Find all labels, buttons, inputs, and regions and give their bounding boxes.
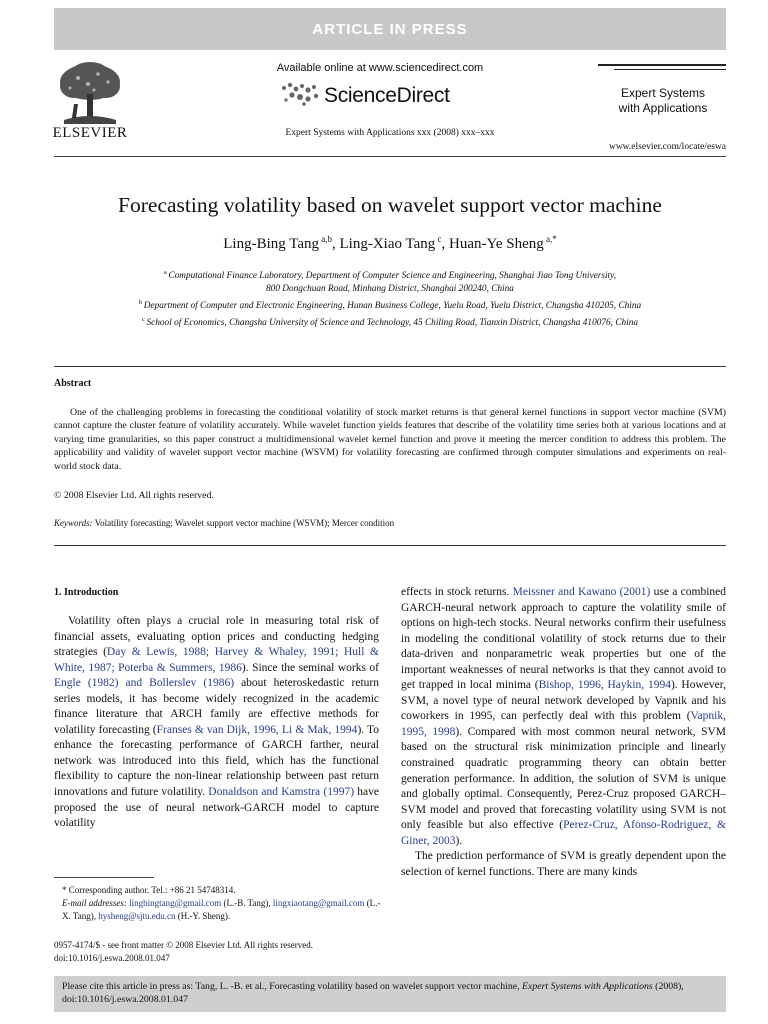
footnote-rule — [54, 877, 154, 878]
email-label: E-mail addresses: — [62, 898, 127, 908]
affiliation-line — [54, 313, 726, 330]
body-text: ). To enhance the forecasting performance of GARCH farther, neural network was introduced into this field, which has the functional flexibility to capture the non-linear relationship between past return innovations and future volatility. — [54, 723, 380, 799]
right-column — [401, 585, 726, 880]
sciencedirect-dots-icon — [278, 80, 322, 108]
citation-link[interactable]: Engle (1982) and Bollerslev (1986) — [54, 677, 235, 690]
body-text: effects in stock returns. — [401, 586, 513, 598]
journal-title-line: with Applications — [618, 101, 708, 115]
left-column — [54, 614, 379, 832]
body-text: ). — [455, 834, 463, 847]
doi-line: doi:10.1016/j.eswa.2008.01.047 — [54, 953, 170, 963]
citation-link[interactable]: Perez-Cruz, Afonso-Rodriguez, & Giner, 2003 — [401, 819, 726, 847]
email-link[interactable]: lingxiaotang@gmail.com — [272, 898, 365, 908]
keywords-text: Volatility forecasting; Wavelet support vector machine (WSVM); Mercer condition — [94, 518, 395, 528]
keywords — [54, 518, 394, 528]
body-text: (L.-B. Tang), — [221, 898, 273, 908]
affiliation-line — [54, 266, 726, 283]
body-text: (H.-Y. Sheng). — [175, 911, 231, 921]
author-name: Ling-Bing Tang — [223, 236, 319, 252]
affiliation-marker: b — [138, 299, 144, 307]
issn-line: 0957-4174/$ - see front matter © 2008 Elsevier Ltd. All rights reserved. — [54, 940, 314, 950]
abstract-bottom-divider — [54, 545, 726, 546]
author-affiliation-marker: c — [435, 234, 442, 244]
abstract-body — [54, 406, 726, 473]
cite-post: (2008), doi:10.1016/j.eswa.2008.01.047 — [62, 981, 684, 1006]
abstract-heading: Abstract — [54, 378, 92, 389]
footnotes — [54, 884, 384, 923]
intro-paragraph-1 — [54, 614, 379, 832]
affiliation-text: School of Economics, Changsha University of Science and Technology, 45 Chiling Road, Tianxin District, Changsha 410076, China — [146, 318, 639, 329]
affiliation-line — [54, 283, 726, 296]
keywords-label: Keywords: — [54, 518, 93, 528]
header-divider — [54, 156, 726, 157]
author-list: Ling-Bing Tang $^{a,b}$, Ling-Xiao Tang $^c$, Huan-Ye Sheng $^{a,*}$ — [223, 234, 557, 252]
body-text: about heteroskedastic return series models, it has become widely recognized in the academic finance literature that ARCH family are effective methods for volatility forecasting ( — [54, 677, 379, 736]
available-online-text: Available online at www.sciencedirect.com — [276, 62, 484, 74]
body-text: ). Since the seminal works of — [241, 661, 379, 674]
intro-paragraph-1-cont — [401, 585, 726, 849]
author-name: Ling-Xiao Tang — [339, 236, 436, 252]
journal-url[interactable]: www.elsevier.com/locate/eswa — [608, 142, 726, 152]
citation-link[interactable]: Vapnik, 1995, 1998 — [401, 710, 726, 738]
abstract-text: One of the challenging problems in forecasting the conditional volatility of stock market returns is that general kernel functions in support vector machine (SVM) cannot capture the cluster feature of volatility accurately. While wavelet function yields features that describe of the volatility time series both at various locations and at varying time granularities, so this paper construct a multidimensional wavelet kernel function and prove it meeting the mercer condition to address this problem. The applicability and validity of wavelet support vector machine (WSVM) for volatility forecasting are confirmed through computer simulations and experiments on real-world stock data. — [54, 407, 726, 472]
body-text: ). Compared with most common neural network, SVM based on the structural risk minimization principle and linearly constrained quadratic programming theory can obtain better generation performance. In addition, the solution of SVM is unique and globally optimal. Consequently, Perez-Cruz proposed GARCH–SVM model and proved that forecasting volatility using SVM is not only feasible but also effective ( — [401, 725, 726, 832]
journal-title-line: Expert Systems — [620, 86, 706, 100]
affiliation-marker: a — [163, 269, 169, 276]
citation-box — [54, 976, 726, 1012]
abstract-top-divider — [54, 366, 726, 367]
body-text: use a combined GARCH-neural network approach to capture the volatility smile of options on high-tech stocks. Neural networks confirm their usefulness in modeling the conditional volatility of stock returns due to their data-driven and nonparametric weak properties but one of the important weaknesses of neural networks is that they cannot avoid to get trapped in local minima ( — [401, 586, 726, 692]
affiliation-text: Department of Computer and Electronic Engineering, Hunan Business College, Yuelu Road, Yuelu District, Changsha 410205, China — [143, 301, 642, 312]
citation-link[interactable]: Day & Lewis, 1988; Harvey & Whaley, 1991; Hull & White, 1987; Poterba & Summers, 1986 — [54, 646, 379, 674]
journal-logo-rule — [598, 64, 726, 66]
affiliation-list — [54, 266, 726, 330]
citation-link[interactable]: Meissner and Kawano (2001) — [512, 586, 651, 598]
citation-link[interactable]: Donaldson and Kamstra (1997) — [208, 786, 355, 799]
affiliation-marker: c — [141, 316, 147, 324]
elsevier-wordmark: ELSEVIER — [52, 125, 128, 141]
article-in-press-banner: ARTICLE IN PRESS — [54, 8, 726, 50]
email-link[interactable]: hysheng@sjtu.edu.cn — [98, 911, 176, 921]
journal-citation-line: Expert Systems with Applications xxx (2008) xxx–xxx — [285, 128, 495, 138]
sciencedirect-wordmark: ScienceDirect — [324, 84, 450, 107]
author-name: Huan-Ye Sheng — [449, 236, 544, 252]
journal-title — [600, 86, 726, 116]
section-heading: 1. Introduction — [54, 587, 119, 598]
body-text: (L.-X. Tang), — [62, 898, 381, 921]
front-matter — [54, 939, 384, 965]
email-link[interactable]: lingbingtang@gmail.com — [129, 898, 222, 908]
footnote-emails — [54, 897, 384, 923]
affiliation-text: 800 Dongchuan Road, Minhang District, Shanghai 200240, China — [266, 284, 514, 295]
affiliation-text: Computational Finance Laboratory, Department of Computer Science and Engineering, Shanghai Jiao Tong University, — [168, 271, 617, 282]
author-affiliation-marker: a,* — [543, 234, 557, 244]
citation-link[interactable]: Bishop, 1996, Haykin, 1994 — [538, 679, 671, 692]
author-affiliation-marker: a,b — [319, 234, 332, 244]
body-text: have proposed the use of neural network-GARCH model to capture volatility — [54, 786, 379, 830]
cite-pre: Please cite this article in press as: Tang, L. -B. et al., Forecasting volatility based on wavelet support vector machine, — [62, 981, 523, 992]
journal-logo-rule — [614, 69, 726, 70]
body-text: ). However, SVM, a novel type of neural network developed by Vapnik and his coworkers in 1995, can perfectly deal with this problem ( — [401, 679, 726, 723]
article-title: Forecasting volatility based on wavelet support vector machine — [118, 193, 662, 217]
body-text: Volatility often plays a crucial role in measuring total risk of financial assets, evaluating option prices and conducting hedging strategies ( — [54, 615, 379, 659]
abstract-copyright: © 2008 Elsevier Ltd. All rights reserved. — [54, 490, 214, 501]
intro-paragraph-2: The prediction performance of SVM is greatly dependent upon the selection of kernel functions. There are many kinds — [401, 850, 726, 878]
footnote-corresponding: * Corresponding author. Tel.: +86 21 54748314. — [62, 885, 236, 895]
affiliation-line — [54, 296, 726, 313]
elsevier-tree-logo-icon — [54, 60, 126, 126]
citation-link[interactable]: Franses & van Dijk, 1996, Li & Mak, 1994 — [156, 723, 358, 736]
cite-journal: Expert Systems with Applications — [522, 981, 653, 992]
